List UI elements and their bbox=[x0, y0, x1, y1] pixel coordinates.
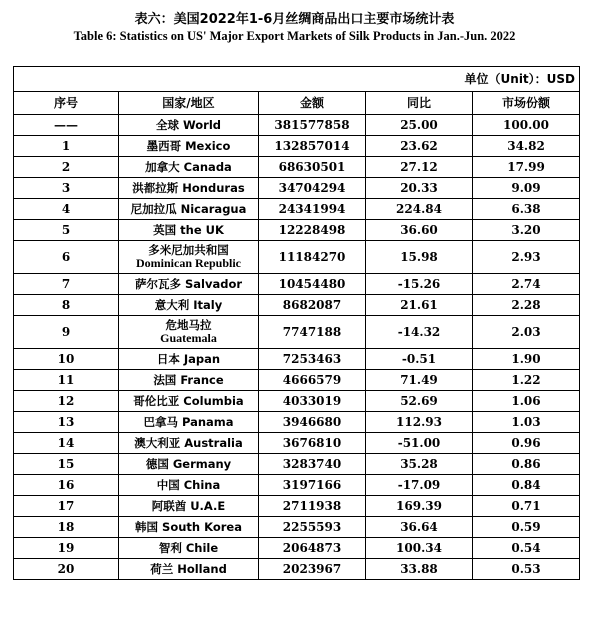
row-share: 2.93 bbox=[473, 241, 580, 274]
row-country: 尼加拉瓜 Nicaragua bbox=[119, 199, 259, 220]
unit-label: 单位（Unit）：USD bbox=[14, 67, 580, 92]
row-country: 萨尔瓦多 Salvador bbox=[119, 274, 259, 295]
row-share: 2.28 bbox=[473, 295, 580, 316]
row-country: 英国 the UK bbox=[119, 220, 259, 241]
silk-export-markets-table bbox=[13, 66, 580, 580]
row-number: 18 bbox=[14, 517, 119, 538]
row-yoy: 23.62 bbox=[366, 136, 473, 157]
row-number: 4 bbox=[14, 199, 119, 220]
row-share: 0.59 bbox=[473, 517, 580, 538]
row-country-name-chinese: 危地马拉 bbox=[165, 318, 212, 332]
row-number: 15 bbox=[14, 454, 119, 475]
table-row bbox=[14, 295, 580, 316]
row-amount: 3946680 bbox=[259, 412, 366, 433]
table-row bbox=[14, 370, 580, 391]
row-country: 中国 China bbox=[119, 475, 259, 496]
row-country: 韩国 South Korea bbox=[119, 517, 259, 538]
table-title-english: Table 6: Statistics on US' Major Export Markets of Silk Products in Jan.-Jun. 2022 bbox=[73, 29, 516, 43]
table-row bbox=[14, 538, 580, 559]
row-yoy: 169.39 bbox=[366, 496, 473, 517]
row-number: 11 bbox=[14, 370, 119, 391]
row-number: 5 bbox=[14, 220, 119, 241]
header-country: 国家/地区 bbox=[119, 92, 259, 115]
row-share: 1.22 bbox=[473, 370, 580, 391]
table-row bbox=[14, 199, 580, 220]
row-number: 1 bbox=[14, 136, 119, 157]
row-share: 0.84 bbox=[473, 475, 580, 496]
row-amount: 24341994 bbox=[259, 199, 366, 220]
row-share: 100.00 bbox=[473, 115, 580, 136]
row-amount: 4666579 bbox=[259, 370, 366, 391]
row-amount: 2023967 bbox=[259, 559, 366, 580]
row-amount: 2255593 bbox=[259, 517, 366, 538]
row-yoy: -0.51 bbox=[366, 349, 473, 370]
row-share: 0.54 bbox=[473, 538, 580, 559]
row-share: 6.38 bbox=[473, 199, 580, 220]
table-row bbox=[14, 349, 580, 370]
row-yoy: -14.32 bbox=[366, 316, 473, 349]
row-country: 加拿大 Canada bbox=[119, 157, 259, 178]
row-amount: 132857014 bbox=[259, 136, 366, 157]
row-amount: 2711938 bbox=[259, 496, 366, 517]
row-share: 34.82 bbox=[473, 136, 580, 157]
table-row bbox=[14, 496, 580, 517]
row-number: 14 bbox=[14, 433, 119, 454]
row-country: 澳大利亚 Australia bbox=[119, 433, 259, 454]
row-yoy: 36.64 bbox=[366, 517, 473, 538]
row-number: 3 bbox=[14, 178, 119, 199]
row-amount: 7253463 bbox=[259, 349, 366, 370]
row-share: 3.20 bbox=[473, 220, 580, 241]
row-number: 20 bbox=[14, 559, 119, 580]
row-yoy: 112.93 bbox=[366, 412, 473, 433]
row-country-name-english: Guatemala bbox=[160, 331, 217, 345]
table-row bbox=[14, 433, 580, 454]
row-yoy: 35.28 bbox=[366, 454, 473, 475]
row-number: 13 bbox=[14, 412, 119, 433]
table-row bbox=[14, 220, 580, 241]
row-number: 7 bbox=[14, 274, 119, 295]
row-number: 8 bbox=[14, 295, 119, 316]
header-no: 序号 bbox=[14, 92, 119, 115]
row-share: 1.90 bbox=[473, 349, 580, 370]
row-number: 17 bbox=[14, 496, 119, 517]
row-country: 墨西哥 Mexico bbox=[119, 136, 259, 157]
row-amount: 381577858 bbox=[259, 115, 366, 136]
row-amount: 7747188 bbox=[259, 316, 366, 349]
row-share: 0.53 bbox=[473, 559, 580, 580]
header-row bbox=[14, 92, 580, 115]
row-share: 0.96 bbox=[473, 433, 580, 454]
row-amount: 11184270 bbox=[259, 241, 366, 274]
row-share: 2.03 bbox=[473, 316, 580, 349]
row-yoy: -15.26 bbox=[366, 274, 473, 295]
row-share: 0.71 bbox=[473, 496, 580, 517]
row-share: 0.86 bbox=[473, 454, 580, 475]
table-row bbox=[14, 157, 580, 178]
row-yoy: 20.33 bbox=[366, 178, 473, 199]
row-share: 2.74 bbox=[473, 274, 580, 295]
row-number: 19 bbox=[14, 538, 119, 559]
row-yoy: 27.12 bbox=[366, 157, 473, 178]
table-row bbox=[14, 475, 580, 496]
row-country: 哥伦比亚 Columbia bbox=[119, 391, 259, 412]
row-country: 巴拿马 Panama bbox=[119, 412, 259, 433]
row-country: 智利 Chile bbox=[119, 538, 259, 559]
row-amount: 34704294 bbox=[259, 178, 366, 199]
header-share: 市场份额 bbox=[473, 92, 580, 115]
row-number: 10 bbox=[14, 349, 119, 370]
row-share: 1.03 bbox=[473, 412, 580, 433]
row-amount: 4033019 bbox=[259, 391, 366, 412]
row-country bbox=[119, 241, 259, 274]
table-row bbox=[14, 241, 580, 274]
row-country-name-chinese: 多米尼加共和国 bbox=[148, 243, 229, 257]
row-amount: 3283740 bbox=[259, 454, 366, 475]
table-row bbox=[14, 391, 580, 412]
row-yoy: 100.34 bbox=[366, 538, 473, 559]
row-country-name-english: Dominican Republic bbox=[135, 256, 241, 270]
row-number: 9 bbox=[14, 316, 119, 349]
row-number: —— bbox=[14, 115, 119, 136]
row-yoy: 33.88 bbox=[366, 559, 473, 580]
row-yoy: 36.60 bbox=[366, 220, 473, 241]
row-amount: 68630501 bbox=[259, 157, 366, 178]
header-amount: 金额 bbox=[259, 92, 366, 115]
row-share: 1.06 bbox=[473, 391, 580, 412]
table-title-chinese: 表六：美国2022年1-6月丝绸商品出口主要市场统计表 bbox=[134, 12, 455, 27]
table-row bbox=[14, 454, 580, 475]
row-amount: 12228498 bbox=[259, 220, 366, 241]
table-row bbox=[14, 178, 580, 199]
row-number: 6 bbox=[14, 241, 119, 274]
table-row bbox=[14, 115, 580, 136]
row-yoy: -51.00 bbox=[366, 433, 473, 454]
row-country: 日本 Japan bbox=[119, 349, 259, 370]
table-row bbox=[14, 316, 580, 349]
row-yoy: 25.00 bbox=[366, 115, 473, 136]
row-country bbox=[119, 316, 259, 349]
row-yoy: -17.09 bbox=[366, 475, 473, 496]
row-country: 洪都拉斯 Honduras bbox=[119, 178, 259, 199]
row-yoy: 52.69 bbox=[366, 391, 473, 412]
row-country: 荷兰 Holland bbox=[119, 559, 259, 580]
unit-row bbox=[14, 67, 580, 92]
row-amount: 8682087 bbox=[259, 295, 366, 316]
row-amount: 2064873 bbox=[259, 538, 366, 559]
row-country: 全球 World bbox=[119, 115, 259, 136]
table-row bbox=[14, 136, 580, 157]
row-amount: 3676810 bbox=[259, 433, 366, 454]
row-yoy: 224.84 bbox=[366, 199, 473, 220]
table-row bbox=[14, 274, 580, 295]
table-row bbox=[14, 412, 580, 433]
row-number: 16 bbox=[14, 475, 119, 496]
row-yoy: 21.61 bbox=[366, 295, 473, 316]
row-country: 意大利 Italy bbox=[119, 295, 259, 316]
row-number: 12 bbox=[14, 391, 119, 412]
row-amount: 10454480 bbox=[259, 274, 366, 295]
table-row bbox=[14, 517, 580, 538]
row-country: 法国 France bbox=[119, 370, 259, 391]
header-yoy: 同比 bbox=[366, 92, 473, 115]
row-yoy: 71.49 bbox=[366, 370, 473, 391]
row-yoy: 15.98 bbox=[366, 241, 473, 274]
row-country: 德国 Germany bbox=[119, 454, 259, 475]
table-row bbox=[14, 559, 580, 580]
row-share: 9.09 bbox=[473, 178, 580, 199]
row-country: 阿联酋 U.A.E bbox=[119, 496, 259, 517]
row-share: 17.99 bbox=[473, 157, 580, 178]
row-amount: 3197166 bbox=[259, 475, 366, 496]
row-number: 2 bbox=[14, 157, 119, 178]
